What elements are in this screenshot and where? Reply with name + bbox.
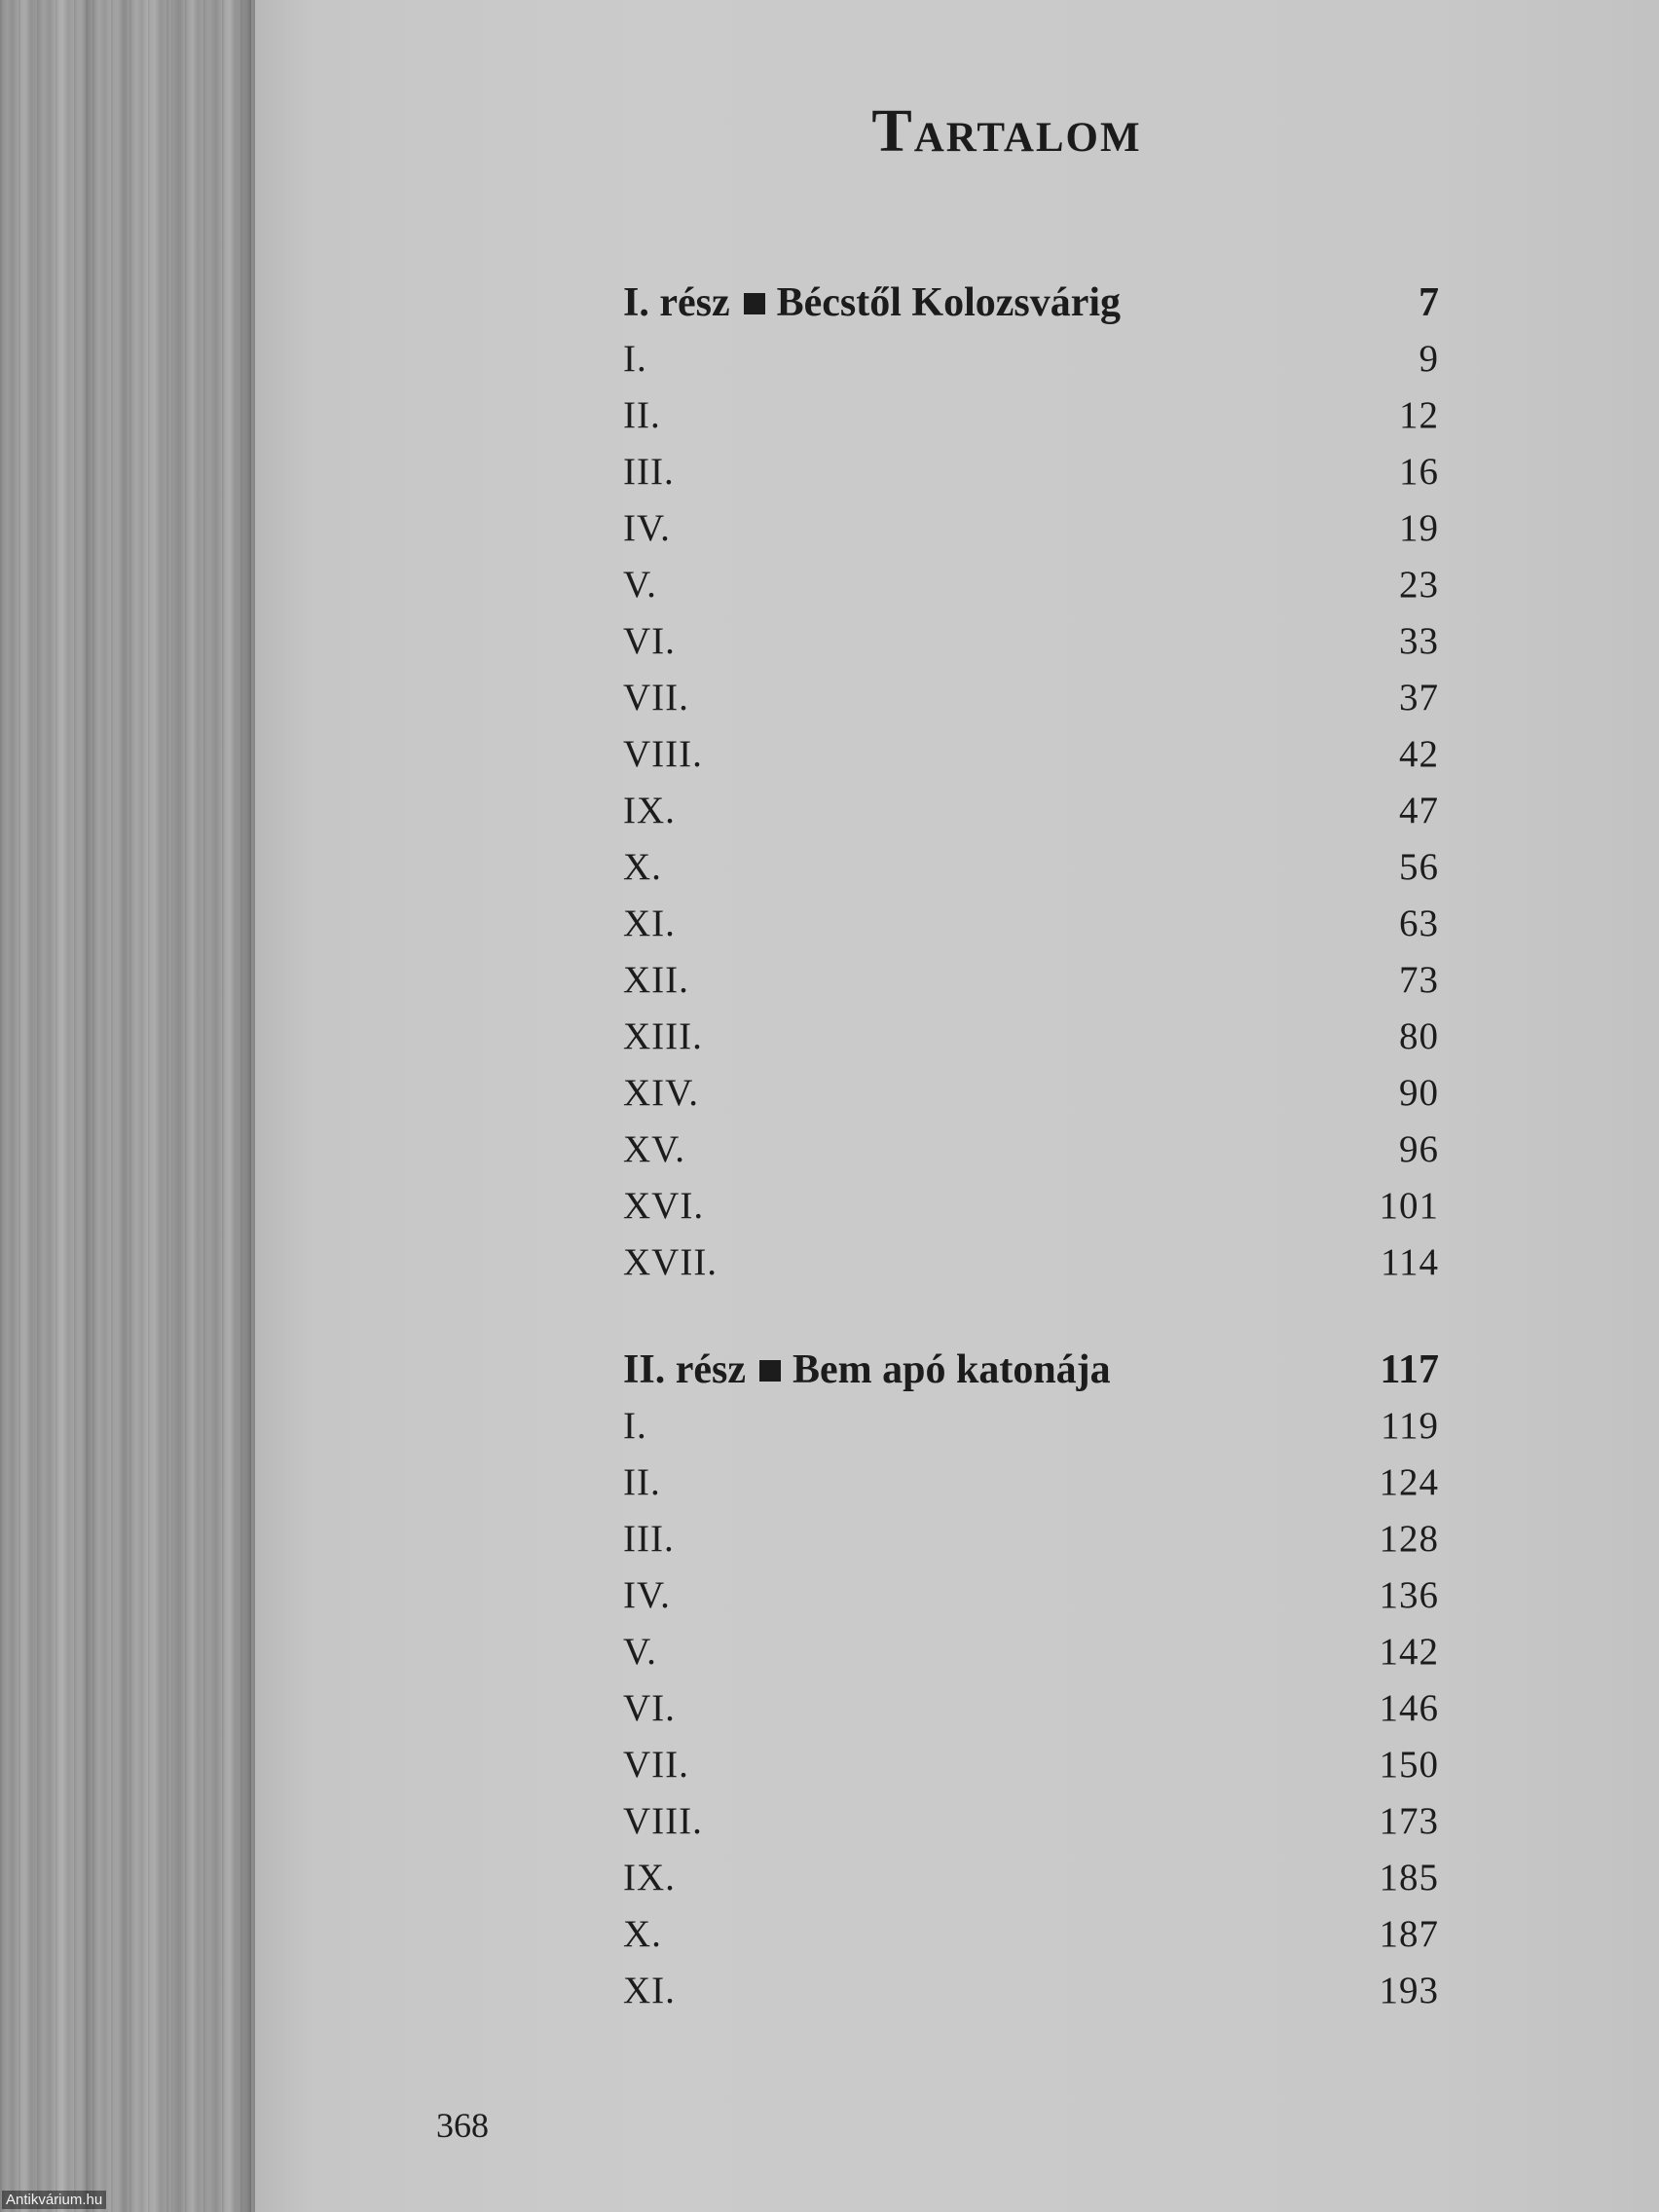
chapter-entry [623,1624,1439,1680]
chapter-number: XIII. [623,1015,703,1057]
chapter-entry [623,1511,1439,1567]
part-page-number: 117 [1380,1347,1439,1392]
chapter-page: 19 [1399,507,1439,549]
chapter-page: 119 [1380,1405,1439,1447]
chapter-entry [623,1680,1439,1737]
square-bullet-icon [759,1360,781,1382]
chapter-page: 114 [1380,1241,1439,1283]
chapter-entry [623,1963,1439,2019]
part-heading [623,275,1439,331]
chapter-entry [623,1122,1439,1178]
chapter-number: XV. [623,1128,686,1170]
chapter-number: XVI. [623,1185,705,1227]
part-heading [623,1342,1439,1398]
chapter-number: III. [623,1518,675,1560]
chapter-page: 56 [1399,846,1439,888]
chapter-entry [623,557,1439,613]
chapter-number: IX. [623,790,676,831]
chapter-entry [623,1793,1439,1850]
chapter-number: VIII. [623,733,703,775]
chapter-page: 173 [1379,1800,1439,1842]
part-page-number: 7 [1419,280,1439,325]
chapter-number: II. [623,1461,661,1503]
chapter-page: 142 [1379,1631,1439,1673]
chapter-number: I. [623,338,647,380]
chapter-page: 150 [1379,1744,1439,1786]
chapter-page: 124 [1379,1461,1439,1503]
chapter-page: 187 [1379,1913,1439,1955]
wooden-surface [0,0,251,2212]
chapter-page: 96 [1399,1128,1439,1170]
watermark: Antikvárium.hu [2,2191,106,2209]
part-label: I. rész [623,280,730,325]
chapter-entry [623,1235,1439,1291]
chapter-page: 185 [1379,1857,1439,1899]
chapter-page: 193 [1379,1970,1439,2011]
part-title: Bécstől Kolozsvárig [776,280,1122,325]
chapter-page: 9 [1419,338,1439,380]
chapter-entry [623,1567,1439,1624]
part-title-wrap [623,275,1121,331]
chapter-number: IV. [623,507,671,549]
chapter-number: III. [623,451,675,493]
chapter-page: 101 [1379,1185,1439,1227]
chapter-page: 23 [1399,564,1439,606]
chapter-entry [623,1737,1439,1793]
chapter-entry [623,726,1439,783]
table-of-contents [623,275,1439,2019]
chapter-page: 90 [1399,1072,1439,1114]
chapter-page: 47 [1399,790,1439,831]
page-number: 368 [436,2106,489,2145]
chapter-entry [623,387,1439,444]
chapter-entry [623,783,1439,839]
chapter-number: VI. [623,620,676,662]
chapter-number: XI. [623,903,676,944]
chapter-page: 63 [1399,903,1439,944]
chapter-number: I. [623,1405,647,1447]
chapter-number: VI. [623,1687,676,1729]
part-spacer [623,1291,1439,1342]
chapter-number: II. [623,394,661,436]
chapter-entry [623,613,1439,670]
chapter-number: XIV. [623,1072,700,1114]
chapter-number: XII. [623,959,689,1001]
chapter-page: 12 [1399,394,1439,436]
chapter-number: VII. [623,1744,689,1786]
chapter-entry [623,1906,1439,1963]
chapter-number: VIII. [623,1800,703,1842]
part-title-wrap [623,1342,1111,1398]
chapter-page: 80 [1399,1015,1439,1057]
chapter-page: 37 [1399,677,1439,719]
chapter-page: 42 [1399,733,1439,775]
chapter-number: X. [623,1913,662,1955]
part-label: II. rész [623,1347,746,1392]
chapter-number: V. [623,564,657,606]
chapter-number: XVII. [623,1241,719,1283]
chapter-number: V. [623,1631,657,1673]
chapter-page: 146 [1379,1687,1439,1729]
square-bullet-icon [744,293,765,314]
chapter-page: 73 [1399,959,1439,1001]
chapter-entry [623,1455,1439,1511]
chapter-entry [623,896,1439,952]
part-title: Bem apó katonája [792,1347,1111,1392]
chapter-number: IX. [623,1857,676,1899]
chapter-number: VII. [623,677,689,719]
chapter-number: IV. [623,1574,671,1616]
chapter-entry [623,1009,1439,1065]
chapter-page: 128 [1379,1518,1439,1560]
chapter-number: X. [623,846,662,888]
chapter-entry [623,952,1439,1009]
chapter-entry [623,1065,1439,1122]
chapter-page: 33 [1399,620,1439,662]
chapter-entry [623,1178,1439,1235]
chapter-entry [623,1398,1439,1455]
page-title: Tartalom [871,98,1142,165]
chapter-entry [623,839,1439,896]
chapter-entry [623,500,1439,557]
chapter-entry [623,444,1439,500]
chapter-entry [623,331,1439,387]
chapter-page: 16 [1399,451,1439,493]
chapter-entry [623,1850,1439,1906]
chapter-number: XI. [623,1970,676,2011]
chapter-page: 136 [1379,1574,1439,1616]
chapter-entry [623,670,1439,726]
